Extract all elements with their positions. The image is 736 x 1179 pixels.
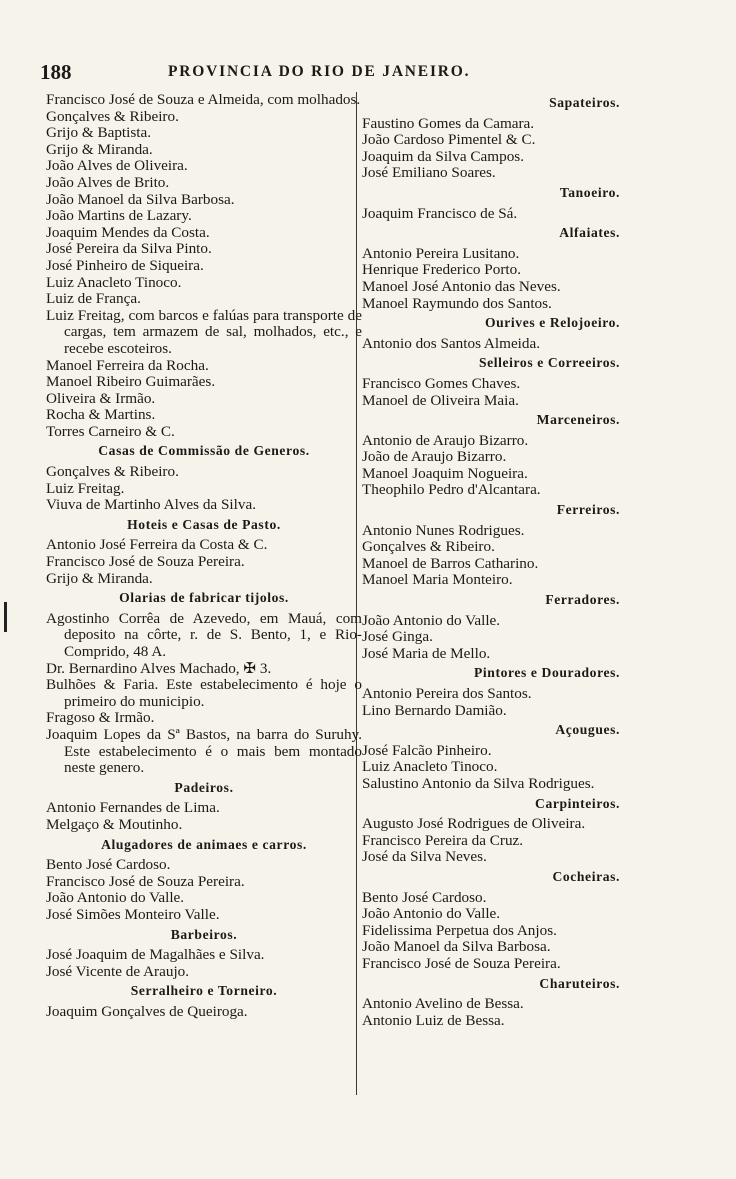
directory-entry: Dr. Bernardino Alves Machado, ✠ 3. bbox=[46, 659, 272, 677]
directory-entry: Manoel José Antonio das Neves. bbox=[362, 277, 561, 295]
directory-entry: Joaquim Gonçalves de Queiroga. bbox=[46, 1002, 248, 1020]
directory-entry: Gonçalves & Ribeiro. bbox=[46, 107, 179, 125]
directory-entry: Antonio José Ferreira da Costa & C. bbox=[46, 536, 268, 554]
directory-entry: José Joaquim de Magalhães e Silva. bbox=[46, 946, 265, 964]
directory-entry: Bento José Cardoso. bbox=[362, 888, 487, 906]
directory-entry: Agostinho Corrêa de Azevedo, em Mauá, com deposito na côrte, r. de S. Bento, 1, e Rio-Comprido, 48 A. bbox=[46, 609, 362, 660]
directory-entry: João Manoel da Silva Barbosa. bbox=[362, 938, 551, 956]
left-column bbox=[46, 92, 362, 1020]
directory-entry: Grijo & Baptista. bbox=[46, 124, 152, 142]
directory-entry: Luiz Freitag, com barcos e falúas para transporte de cargas, tem armazem de sal, molhados, etc., e recebe escoteiros. bbox=[46, 306, 362, 357]
directory-entry: Joaquim da Silva Campos. bbox=[362, 147, 524, 165]
page-number: 188 bbox=[40, 60, 72, 84]
directory-entry: João Alves de Oliveira. bbox=[46, 157, 188, 175]
directory-entry: Antonio Avelino de Bessa. bbox=[362, 995, 524, 1013]
section-heading: Ourives e Relojoeiro. bbox=[484, 315, 620, 331]
directory-entry: João Antonio do Valle. bbox=[362, 905, 501, 923]
section-heading: Cocheiras. bbox=[552, 868, 620, 884]
directory-entry: João Antonio do Valle. bbox=[46, 889, 185, 907]
directory-entry: Faustino Gomes da Camara. bbox=[362, 114, 535, 132]
directory-entry: José Ginga. bbox=[362, 628, 433, 646]
directory-entry: Oliveira & Irmão. bbox=[46, 389, 156, 407]
directory-entry: Antonio Nunes Rodrigues. bbox=[362, 521, 525, 539]
directory-entry: Manoel de Oliveira Maia. bbox=[362, 391, 519, 409]
directory-entry: José Pereira da Silva Pinto. bbox=[46, 240, 212, 258]
directory-entry: Francisco José de Souza e Almeida, com molhados. bbox=[46, 91, 361, 108]
directory-entry: Antonio Luiz de Bessa. bbox=[362, 1011, 505, 1029]
directory-entry: Antonio dos Santos Almeida. bbox=[362, 334, 541, 352]
directory-entry: Viuva de Martinho Alves da Silva. bbox=[46, 496, 256, 514]
directory-entry: João Alves de Brito. bbox=[46, 173, 170, 191]
directory-entry: João Cardoso Pimentel & C. bbox=[362, 131, 536, 149]
right-column bbox=[362, 92, 626, 1029]
directory-entry: Theophilo Pedro d'Alcantara. bbox=[362, 481, 541, 499]
directory-entry: Manoel Ribeiro Guimarães. bbox=[46, 373, 216, 391]
section-heading: Tanoeiro. bbox=[559, 184, 620, 200]
directory-entry: João Martins de Lazary. bbox=[46, 207, 192, 225]
directory-entry: Antonio Pereira Lusitano. bbox=[362, 244, 520, 262]
page-header bbox=[40, 60, 552, 84]
directory-entry: Bento José Cardoso. bbox=[46, 856, 171, 874]
directory-entry: Francisco José de Souza Pereira. bbox=[46, 872, 245, 890]
section-heading: Hoteis e Casas de Pasto. bbox=[127, 516, 281, 532]
directory-entry: Fragoso & Irmão. bbox=[46, 709, 155, 727]
section-heading: Barbeiros. bbox=[170, 926, 238, 942]
section-heading: Pintores e Douradores. bbox=[474, 665, 620, 681]
directory-entry: Gonçalves & Ribeiro. bbox=[362, 538, 495, 556]
directory-entry: Joaquim Lopes da Sª Bastos, na barra do Suruhy. Este estabelecimento é o mais bem montado neste genero. bbox=[46, 725, 362, 777]
directory-entry: José Falcão Pinheiro. bbox=[362, 741, 492, 759]
directory-entry: João de Araujo Bizarro. bbox=[362, 448, 507, 466]
directory-entry: Francisco José de Souza Pereira. bbox=[46, 553, 245, 571]
directory-entry: Luiz Freitag. bbox=[46, 479, 125, 497]
section-heading: Alugadores de animaes e carros. bbox=[101, 836, 307, 852]
directory-entry: José Simões Monteiro Valle. bbox=[46, 905, 220, 923]
section-heading: Casas de Commissão de Generos. bbox=[98, 443, 310, 459]
directory-entry: José Vicente de Araujo. bbox=[46, 962, 190, 980]
section-heading: Selleiros e Correeiros. bbox=[478, 355, 620, 371]
directory-entry: Francisco Gomes Chaves. bbox=[362, 374, 521, 392]
directory-entry: Joaquim Francisco de Sá. bbox=[362, 204, 518, 222]
section-heading: Sapateiros. bbox=[549, 95, 620, 110]
directory-entry: João Manoel da Silva Barbosa. bbox=[46, 190, 235, 208]
directory-entry: Augusto José Rodrigues de Oliveira. bbox=[362, 815, 586, 833]
section-heading: Olarias de fabricar tijolos. bbox=[119, 590, 289, 606]
section-heading: Marceneiros. bbox=[536, 412, 620, 428]
directory-entry: João Antonio do Valle. bbox=[362, 611, 501, 629]
section-heading: Açougues. bbox=[555, 722, 620, 738]
directory-entry: Torres Carneiro & C. bbox=[46, 422, 175, 440]
margin-mark bbox=[4, 602, 7, 632]
directory-entry: Grijo & Miranda. bbox=[46, 569, 153, 587]
directory-entry: Francisco Pereira da Cruz. bbox=[362, 831, 524, 849]
section-heading: Padeiros. bbox=[174, 779, 234, 795]
directory-entry: Grijo & Miranda. bbox=[46, 140, 153, 158]
directory-entry: Melgaço & Moutinho. bbox=[46, 815, 183, 833]
directory-entry: Manoel Joaquim Nogueira. bbox=[362, 464, 528, 482]
section-heading: Alfaiates. bbox=[559, 225, 620, 241]
directory-entry: Fidelissima Perpetua dos Anjos. bbox=[362, 921, 557, 939]
directory-entry: Rocha & Martins. bbox=[46, 406, 156, 424]
directory-entry: Luiz Anacleto Tinoco. bbox=[362, 758, 498, 776]
directory-entry: Henrique Frederico Porto. bbox=[362, 261, 522, 279]
directory-entry: Joaquim Mendes da Costa. bbox=[46, 223, 210, 241]
directory-entry: José Emiliano Soares. bbox=[362, 164, 496, 182]
directory-entry: Manoel Ferreira da Rocha. bbox=[46, 356, 209, 374]
directory-entry: Antonio Fernandes de Lima. bbox=[46, 799, 220, 817]
directory-entry: Gonçalves & Ribeiro. bbox=[46, 463, 179, 481]
section-heading: Serralheiro e Torneiro. bbox=[130, 983, 278, 999]
directory-entry: Bulhões & Faria. Este estabelecimento é hoje o primeiro do municipio. bbox=[46, 676, 362, 710]
section-heading: Carpinteiros. bbox=[535, 795, 620, 811]
directory-entry: Manoel Raymundo dos Santos. bbox=[362, 294, 552, 312]
directory-entry: José Pinheiro de Siqueira. bbox=[46, 256, 204, 274]
directory-entry: Luiz de França. bbox=[46, 290, 141, 308]
section-heading: Charuteiros. bbox=[539, 975, 620, 991]
directory-entry: Manoel Maria Monteiro. bbox=[362, 571, 513, 589]
directory-entry: Antonio de Araujo Bizarro. bbox=[362, 431, 529, 449]
directory-entry: Lino Bernardo Damião. bbox=[362, 701, 507, 719]
section-heading: Ferreiros. bbox=[556, 502, 620, 518]
directory-entry: José Maria de Mello. bbox=[362, 644, 491, 662]
directory-entry: José da Silva Neves. bbox=[362, 848, 487, 866]
directory-entry: Luiz Anacleto Tinoco. bbox=[46, 273, 182, 291]
directory-entry: Manoel de Barros Catharino. bbox=[362, 554, 539, 572]
directory-entry: Salustino Antonio da Silva Rodrigues. bbox=[362, 774, 595, 792]
section-heading: Ferradores. bbox=[545, 592, 620, 608]
running-title: PROVINCIA DO RIO DE JANEIRO. bbox=[168, 63, 471, 80]
directory-entry: Francisco José de Souza Pereira. bbox=[362, 954, 561, 972]
directory-entry: Antonio Pereira dos Santos. bbox=[362, 685, 532, 702]
